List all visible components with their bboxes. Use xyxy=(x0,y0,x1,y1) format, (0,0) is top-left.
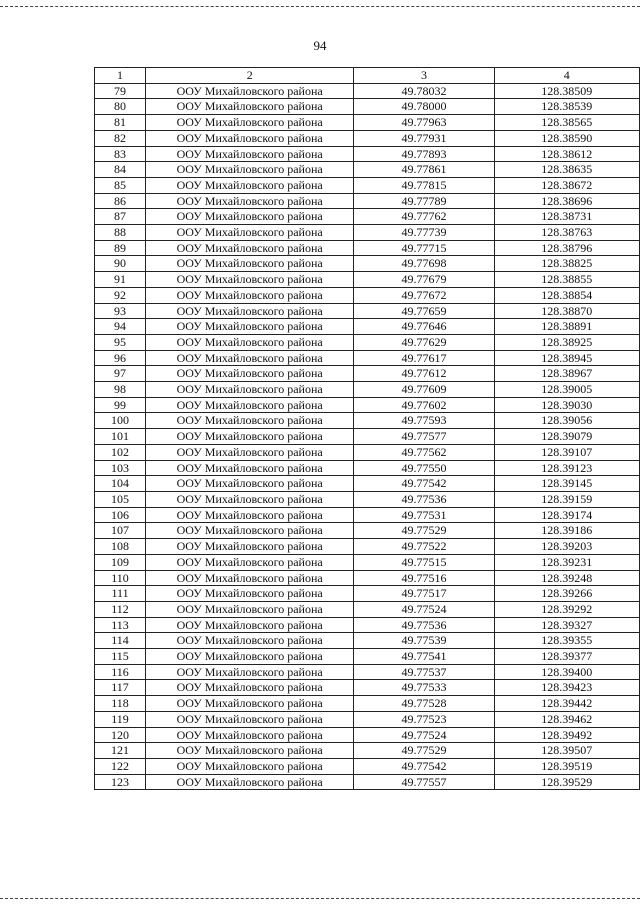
row-number-cell: 115 xyxy=(95,649,146,665)
longitude-cell: 128.38945 xyxy=(494,350,639,366)
owner-cell: ООУ Михайловского района xyxy=(146,366,354,382)
latitude-cell: 49.77550 xyxy=(354,460,494,476)
latitude-cell: 49.77679 xyxy=(354,272,494,288)
longitude-cell: 128.38967 xyxy=(494,366,639,382)
longitude-cell: 128.39292 xyxy=(494,601,639,617)
longitude-cell: 128.39355 xyxy=(494,633,639,649)
owner-cell: ООУ Михайловского района xyxy=(146,570,354,586)
longitude-cell: 128.38825 xyxy=(494,256,639,272)
owner-cell: ООУ Михайловского района xyxy=(146,225,354,241)
table-row xyxy=(95,507,640,523)
row-number-cell: 104 xyxy=(95,476,146,492)
row-number-cell: 88 xyxy=(95,225,146,241)
longitude-cell: 128.39079 xyxy=(494,429,639,445)
owner-cell: ООУ Михайловского района xyxy=(146,83,354,99)
longitude-cell: 128.39030 xyxy=(494,397,639,413)
latitude-cell: 49.78032 xyxy=(354,83,494,99)
latitude-cell: 49.77963 xyxy=(354,115,494,131)
owner-cell: ООУ Михайловского района xyxy=(146,444,354,460)
row-number-cell: 100 xyxy=(95,413,146,429)
row-number-cell: 107 xyxy=(95,523,146,539)
row-number-cell: 80 xyxy=(95,99,146,115)
row-number-cell: 108 xyxy=(95,539,146,555)
row-number-cell: 85 xyxy=(95,177,146,193)
latitude-cell: 49.77524 xyxy=(354,601,494,617)
row-number-cell: 105 xyxy=(95,491,146,507)
row-number-cell: 99 xyxy=(95,397,146,413)
row-number-cell: 83 xyxy=(95,146,146,162)
latitude-cell: 49.77646 xyxy=(354,319,494,335)
row-number-cell: 90 xyxy=(95,256,146,272)
column-header: 4 xyxy=(494,68,639,84)
latitude-cell: 49.77536 xyxy=(354,617,494,633)
row-number-cell: 123 xyxy=(95,774,146,790)
table-row xyxy=(95,633,640,649)
table-row xyxy=(95,664,640,680)
table-row xyxy=(95,774,640,790)
table-row xyxy=(95,554,640,570)
table-row xyxy=(95,523,640,539)
longitude-cell: 128.39519 xyxy=(494,758,639,774)
latitude-cell: 49.77577 xyxy=(354,429,494,445)
row-number-cell: 117 xyxy=(95,680,146,696)
table-row xyxy=(95,476,640,492)
longitude-cell: 128.39327 xyxy=(494,617,639,633)
row-number-cell: 112 xyxy=(95,601,146,617)
longitude-cell: 128.39248 xyxy=(494,570,639,586)
longitude-cell: 128.38509 xyxy=(494,83,639,99)
latitude-cell: 49.77515 xyxy=(354,554,494,570)
latitude-cell: 49.77609 xyxy=(354,382,494,398)
owner-cell: ООУ Михайловского района xyxy=(146,382,354,398)
row-number-cell: 79 xyxy=(95,83,146,99)
latitude-cell: 49.77612 xyxy=(354,366,494,382)
owner-cell: ООУ Михайловского района xyxy=(146,633,354,649)
owner-cell: ООУ Михайловского района xyxy=(146,586,354,602)
table-row xyxy=(95,429,640,445)
latitude-cell: 49.77698 xyxy=(354,256,494,272)
latitude-cell: 49.77593 xyxy=(354,413,494,429)
scan-edge-top xyxy=(0,6,640,7)
longitude-cell: 128.38635 xyxy=(494,162,639,178)
table-row xyxy=(95,649,640,665)
latitude-cell: 49.77602 xyxy=(354,397,494,413)
table-row xyxy=(95,366,640,382)
latitude-cell: 49.77529 xyxy=(354,743,494,759)
table-row xyxy=(95,444,640,460)
owner-cell: ООУ Михайловского района xyxy=(146,491,354,507)
longitude-cell: 128.39056 xyxy=(494,413,639,429)
longitude-cell: 128.38925 xyxy=(494,334,639,350)
row-number-cell: 121 xyxy=(95,743,146,759)
longitude-cell: 128.38731 xyxy=(494,209,639,225)
owner-cell: ООУ Михайловского района xyxy=(146,303,354,319)
latitude-cell: 49.77524 xyxy=(354,727,494,743)
owner-cell: ООУ Михайловского района xyxy=(146,758,354,774)
longitude-cell: 128.39442 xyxy=(494,696,639,712)
latitude-cell: 49.77533 xyxy=(354,680,494,696)
table-row xyxy=(95,146,640,162)
column-header: 3 xyxy=(354,68,494,84)
longitude-cell: 128.39203 xyxy=(494,539,639,555)
latitude-cell: 49.77542 xyxy=(354,476,494,492)
owner-cell: ООУ Михайловского района xyxy=(146,334,354,350)
longitude-cell: 128.39529 xyxy=(494,774,639,790)
owner-cell: ООУ Михайловского района xyxy=(146,523,354,539)
table-row xyxy=(95,99,640,115)
table-row xyxy=(95,177,640,193)
row-number-cell: 84 xyxy=(95,162,146,178)
table-row xyxy=(95,240,640,256)
longitude-cell: 128.38565 xyxy=(494,115,639,131)
latitude-cell: 49.77562 xyxy=(354,444,494,460)
longitude-cell: 128.39159 xyxy=(494,491,639,507)
row-number-cell: 94 xyxy=(95,319,146,335)
longitude-cell: 128.39423 xyxy=(494,680,639,696)
owner-cell: ООУ Михайловского района xyxy=(146,287,354,303)
owner-cell: ООУ Михайловского района xyxy=(146,617,354,633)
table-row xyxy=(95,272,640,288)
latitude-cell: 49.77893 xyxy=(354,146,494,162)
owner-cell: ООУ Михайловского района xyxy=(146,507,354,523)
latitude-cell: 49.77715 xyxy=(354,240,494,256)
table-row xyxy=(95,193,640,209)
row-number-cell: 98 xyxy=(95,382,146,398)
row-number-cell: 103 xyxy=(95,460,146,476)
latitude-cell: 49.77861 xyxy=(354,162,494,178)
owner-cell: ООУ Михайловского района xyxy=(146,711,354,727)
longitude-cell: 128.38796 xyxy=(494,240,639,256)
longitude-cell: 128.39174 xyxy=(494,507,639,523)
latitude-cell: 49.77528 xyxy=(354,696,494,712)
table-row xyxy=(95,743,640,759)
column-header: 1 xyxy=(95,68,146,84)
owner-cell: ООУ Михайловского района xyxy=(146,115,354,131)
table-row xyxy=(95,601,640,617)
table-row xyxy=(95,413,640,429)
row-number-cell: 92 xyxy=(95,287,146,303)
owner-cell: ООУ Михайловского района xyxy=(146,256,354,272)
owner-cell: ООУ Михайловского района xyxy=(146,350,354,366)
owner-cell: ООУ Михайловского района xyxy=(146,460,354,476)
longitude-cell: 128.38891 xyxy=(494,319,639,335)
table-row xyxy=(95,680,640,696)
row-number-cell: 82 xyxy=(95,130,146,146)
owner-cell: ООУ Михайловского района xyxy=(146,240,354,256)
owner-cell: ООУ Михайловского района xyxy=(146,162,354,178)
row-number-cell: 120 xyxy=(95,727,146,743)
table-row xyxy=(95,130,640,146)
latitude-cell: 49.77789 xyxy=(354,193,494,209)
table-row xyxy=(95,586,640,602)
owner-cell: ООУ Михайловского района xyxy=(146,130,354,146)
owner-cell: ООУ Михайловского района xyxy=(146,319,354,335)
row-number-cell: 96 xyxy=(95,350,146,366)
latitude-cell: 49.77629 xyxy=(354,334,494,350)
row-number-cell: 95 xyxy=(95,334,146,350)
row-number-cell: 119 xyxy=(95,711,146,727)
table-row xyxy=(95,225,640,241)
latitude-cell: 49.77672 xyxy=(354,287,494,303)
table-row xyxy=(95,256,640,272)
longitude-cell: 128.38696 xyxy=(494,193,639,209)
latitude-cell: 49.77739 xyxy=(354,225,494,241)
latitude-cell: 49.77531 xyxy=(354,507,494,523)
longitude-cell: 128.38870 xyxy=(494,303,639,319)
longitude-cell: 128.38612 xyxy=(494,146,639,162)
owner-cell: ООУ Михайловского района xyxy=(146,774,354,790)
row-number-cell: 113 xyxy=(95,617,146,633)
latitude-cell: 49.77617 xyxy=(354,350,494,366)
latitude-cell: 49.77517 xyxy=(354,586,494,602)
table-row xyxy=(95,303,640,319)
longitude-cell: 128.38539 xyxy=(494,99,639,115)
coordinates-table xyxy=(94,67,640,790)
table-row xyxy=(95,696,640,712)
row-number-cell: 118 xyxy=(95,696,146,712)
table-row xyxy=(95,350,640,366)
latitude-cell: 49.77523 xyxy=(354,711,494,727)
row-number-cell: 89 xyxy=(95,240,146,256)
row-number-cell: 102 xyxy=(95,444,146,460)
row-number-cell: 109 xyxy=(95,554,146,570)
table-row xyxy=(95,334,640,350)
table-row xyxy=(95,758,640,774)
table-row xyxy=(95,617,640,633)
latitude-cell: 49.78000 xyxy=(354,99,494,115)
owner-cell: ООУ Михайловского района xyxy=(146,680,354,696)
row-number-cell: 93 xyxy=(95,303,146,319)
row-number-cell: 122 xyxy=(95,758,146,774)
owner-cell: ООУ Михайловского района xyxy=(146,397,354,413)
latitude-cell: 49.77659 xyxy=(354,303,494,319)
owner-cell: ООУ Михайловского района xyxy=(146,209,354,225)
table-row xyxy=(95,539,640,555)
owner-cell: ООУ Михайловского района xyxy=(146,476,354,492)
longitude-cell: 128.38672 xyxy=(494,177,639,193)
longitude-cell: 128.38763 xyxy=(494,225,639,241)
row-number-cell: 111 xyxy=(95,586,146,602)
owner-cell: ООУ Михайловского района xyxy=(146,743,354,759)
owner-cell: ООУ Михайловского района xyxy=(146,99,354,115)
row-number-cell: 87 xyxy=(95,209,146,225)
owner-cell: ООУ Михайловского района xyxy=(146,193,354,209)
owner-cell: ООУ Михайловского района xyxy=(146,177,354,193)
row-number-cell: 101 xyxy=(95,429,146,445)
latitude-cell: 49.77516 xyxy=(354,570,494,586)
table-row xyxy=(95,711,640,727)
longitude-cell: 128.38854 xyxy=(494,287,639,303)
longitude-cell: 128.39186 xyxy=(494,523,639,539)
table-row xyxy=(95,287,640,303)
row-number-cell: 86 xyxy=(95,193,146,209)
longitude-cell: 128.39492 xyxy=(494,727,639,743)
table-header-row xyxy=(95,68,640,84)
longitude-cell: 128.39400 xyxy=(494,664,639,680)
row-number-cell: 116 xyxy=(95,664,146,680)
table-row xyxy=(95,460,640,476)
column-header: 2 xyxy=(146,68,354,84)
table-row xyxy=(95,382,640,398)
owner-cell: ООУ Михайловского района xyxy=(146,429,354,445)
table-row xyxy=(95,115,640,131)
longitude-cell: 128.39377 xyxy=(494,649,639,665)
owner-cell: ООУ Михайловского района xyxy=(146,696,354,712)
latitude-cell: 49.77522 xyxy=(354,539,494,555)
table-row xyxy=(95,209,640,225)
longitude-cell: 128.39507 xyxy=(494,743,639,759)
owner-cell: ООУ Михайловского района xyxy=(146,727,354,743)
table-row xyxy=(95,83,640,99)
longitude-cell: 128.38590 xyxy=(494,130,639,146)
longitude-cell: 128.39123 xyxy=(494,460,639,476)
owner-cell: ООУ Михайловского района xyxy=(146,146,354,162)
owner-cell: ООУ Михайловского района xyxy=(146,601,354,617)
table-row xyxy=(95,727,640,743)
longitude-cell: 128.39266 xyxy=(494,586,639,602)
latitude-cell: 49.77931 xyxy=(354,130,494,146)
table-row xyxy=(95,162,640,178)
latitude-cell: 49.77529 xyxy=(354,523,494,539)
table-row xyxy=(95,491,640,507)
row-number-cell: 110 xyxy=(95,570,146,586)
longitude-cell: 128.39231 xyxy=(494,554,639,570)
row-number-cell: 97 xyxy=(95,366,146,382)
latitude-cell: 49.77537 xyxy=(354,664,494,680)
longitude-cell: 128.39005 xyxy=(494,382,639,398)
latitude-cell: 49.77541 xyxy=(354,649,494,665)
owner-cell: ООУ Михайловского района xyxy=(146,272,354,288)
latitude-cell: 49.77536 xyxy=(354,491,494,507)
row-number-cell: 81 xyxy=(95,115,146,131)
row-number-cell: 91 xyxy=(95,272,146,288)
row-number-cell: 106 xyxy=(95,507,146,523)
longitude-cell: 128.39462 xyxy=(494,711,639,727)
scan-edge-bottom xyxy=(0,898,640,899)
owner-cell: ООУ Михайловского района xyxy=(146,649,354,665)
latitude-cell: 49.77542 xyxy=(354,758,494,774)
table-body xyxy=(95,83,640,790)
table-row xyxy=(95,397,640,413)
page-number: 94 xyxy=(313,38,327,53)
longitude-cell: 128.39107 xyxy=(494,444,639,460)
owner-cell: ООУ Михайловского района xyxy=(146,539,354,555)
latitude-cell: 49.77815 xyxy=(354,177,494,193)
longitude-cell: 128.38855 xyxy=(494,272,639,288)
latitude-cell: 49.77557 xyxy=(354,774,494,790)
owner-cell: ООУ Михайловского района xyxy=(146,413,354,429)
table-row xyxy=(95,319,640,335)
table-row xyxy=(95,570,640,586)
owner-cell: ООУ Михайловского района xyxy=(146,664,354,680)
longitude-cell: 128.39145 xyxy=(494,476,639,492)
row-number-cell: 114 xyxy=(95,633,146,649)
owner-cell: ООУ Михайловского района xyxy=(146,554,354,570)
latitude-cell: 49.77762 xyxy=(354,209,494,225)
latitude-cell: 49.77539 xyxy=(354,633,494,649)
